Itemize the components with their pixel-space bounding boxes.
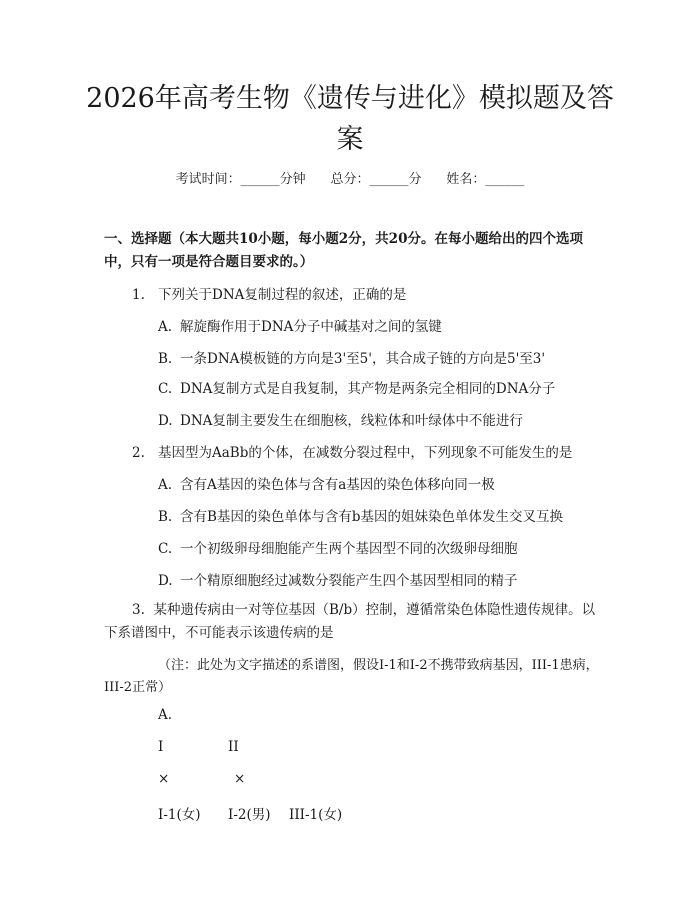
- option-1c: [158, 377, 555, 397]
- score-unit: 分: [408, 172, 422, 187]
- pedigree-member-2: I-2(男): [228, 807, 271, 823]
- option-label: C.: [158, 381, 173, 397]
- page-title: 2026年高考生物《遗传与进化》模拟题及答案: [86, 83, 614, 155]
- pedigree-member-3: III-1(女): [289, 807, 343, 823]
- option-label: B.: [158, 509, 173, 525]
- option-text: 解旋酶作用于DNA分子中碱基对之间的氢键: [180, 319, 442, 335]
- option-text: DNA复制方式是自我复制，其产物是两条完全相同的DNA分子: [180, 381, 556, 397]
- pedigree-cross-2: ×: [234, 771, 246, 787]
- option-1d: [158, 409, 523, 429]
- pedigree-note: （注：此处为文字描述的系谱图，假设I-1和I-2不携带致病基因，III-1患病，III-2正常）: [104, 658, 599, 695]
- option-text: DNA复制主要发生在细胞核，线粒体和叶绿体中不能进行: [180, 413, 523, 429]
- option-text: 含有A基因的染色体与含有a基因的染色体移向同一极: [180, 477, 495, 493]
- name-label: 姓名：: [446, 172, 486, 187]
- option-2a: [158, 473, 495, 493]
- option-text: 一条DNA模板链的方向是3'至5'，其合成子链的方向是5'至3': [180, 351, 546, 367]
- question-3: [104, 599, 604, 645]
- question-1: [132, 283, 406, 303]
- name-blank: ______: [485, 172, 525, 187]
- option-1a: [158, 315, 442, 335]
- option-label: D.: [158, 413, 173, 429]
- time-blank: ______: [240, 172, 280, 187]
- question-stem: 基因型为AaBb的个体，在减数分裂过程中，下列现象不可能发生的是: [158, 445, 573, 461]
- exam-info-line: [0, 168, 700, 187]
- question-number: 1.: [132, 287, 145, 303]
- option-label: C.: [158, 541, 173, 557]
- option-3a-label: A.: [158, 707, 173, 723]
- option-text: 含有B基因的染色单体与含有b基因的姐妹染色单体发生交叉互换: [180, 509, 564, 525]
- option-text: 一个精原细胞经过减数分裂能产生四个基因型相同的精子: [180, 573, 518, 589]
- option-label: A.: [158, 477, 173, 493]
- question-number: 2.: [132, 445, 145, 461]
- question-2: [132, 441, 572, 461]
- option-2b: [158, 505, 563, 525]
- option-1b: [158, 347, 545, 367]
- question-stem: 下列关于DNA复制过程的叙述，正确的是: [158, 287, 407, 303]
- time-unit: 分钟: [279, 172, 306, 187]
- option-text: 一个初级卵母细胞能产生两个基因型不同的次级卵母细胞: [180, 541, 518, 557]
- pedigree-cross-1: ×: [158, 771, 170, 787]
- option-label: D.: [158, 573, 173, 589]
- pedigree-gen-2: II: [228, 739, 239, 755]
- pedigree-gen-1: I: [158, 739, 164, 755]
- option-2c: [158, 537, 518, 557]
- score-label: 总分：: [330, 172, 370, 187]
- question-stem: 某种遗传病由一对等位基因（B/b）控制，遵循常染色体隐性遗传规律。以下系谱图中，不可能表示该遗传病的是: [104, 602, 596, 641]
- option-label: A.: [158, 319, 173, 335]
- score-blank: ______: [369, 172, 409, 187]
- question-number: 3.: [132, 602, 145, 618]
- option-label: B.: [158, 351, 173, 367]
- section-heading: 一、选择题（本大题共10小题，每小题2分，共20分。在每小题给出的四个选项中，只有一项是符合题目要求的。）: [104, 231, 583, 270]
- time-label: 考试时间：: [175, 172, 241, 187]
- pedigree-member-1: I-1(女): [158, 807, 201, 823]
- option-2d: [158, 569, 518, 589]
